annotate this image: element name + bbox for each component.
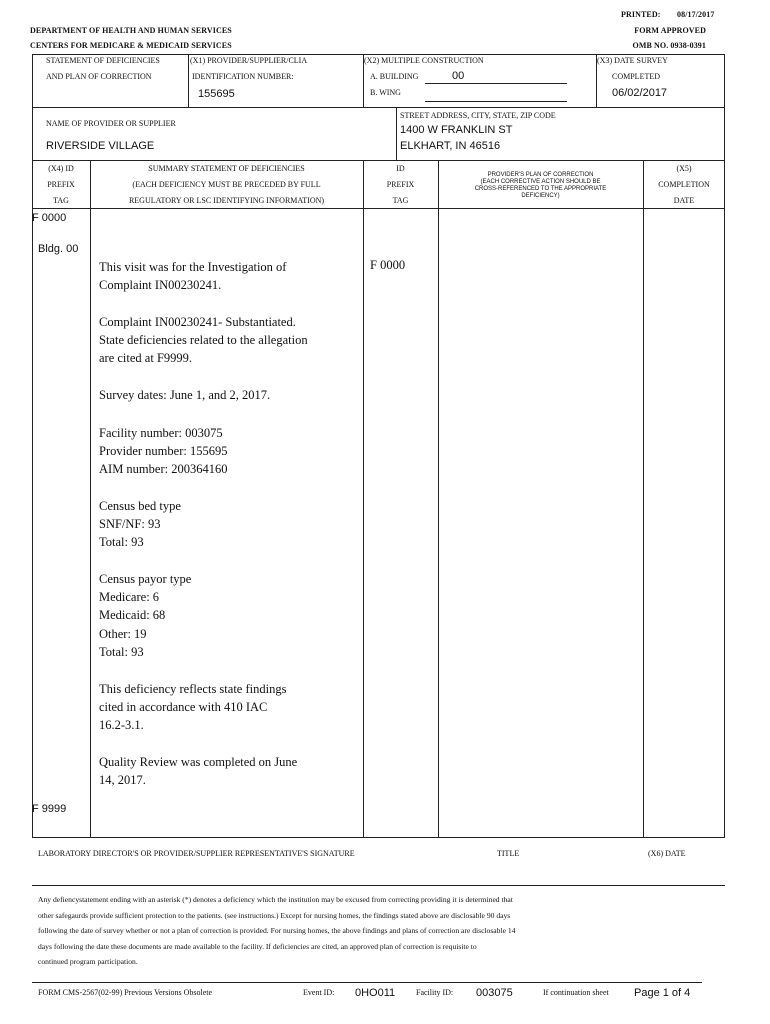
x3-label-2: COMPLETED xyxy=(612,72,660,81)
building-tag: Bldg. 00 xyxy=(38,243,79,255)
centers-title: CENTERS FOR MEDICARE & MEDICAID SERVICES xyxy=(30,41,232,50)
paragraph-complaint: Complaint IN00230241- Substantiated. State deficiencies related to the allegation are cited at F9999. xyxy=(99,315,308,366)
tag-f0000-left: F 0000 xyxy=(32,212,67,224)
summary-header-2: (EACH DEFICIENCY MUST BE PRECEDED BY FULL xyxy=(132,180,321,189)
x4-header-1: (X4) ID xyxy=(48,164,74,173)
printed-date: 08/17/2017 xyxy=(677,10,715,19)
tag-f0000-right: F 0000 xyxy=(370,258,406,272)
footnote-line-1: Any defiencystatement ending with an asterisk (*) denotes a deficiency which the institution may be excused from correcting providing it is determined that xyxy=(38,895,513,904)
building-label: A. BUILDING xyxy=(370,72,419,81)
page-number: Page 1 of 4 xyxy=(634,987,691,999)
paragraph-state-findings: This deficiency reflects state findings cited in accordance with 410 IAC 16.2-3.1. xyxy=(99,682,287,733)
statement-label-1: STATEMENT OF DEFICIENCIES xyxy=(46,56,160,65)
id-header-3: TAG xyxy=(392,196,409,205)
address-label: STREET ADDRESS, CITY, STATE, ZIP CODE xyxy=(400,111,556,120)
paragraph-quality-review: Quality Review was completed on June 14, 2017. xyxy=(99,755,298,788)
event-id-value: 0HO011 xyxy=(355,987,396,999)
title-label: TITLE xyxy=(497,849,520,858)
wing-label: B. WING xyxy=(370,88,401,97)
footnote-line-5: continued program participation. xyxy=(38,957,138,966)
provider-name-label: NAME OF PROVIDER OR SUPPLIER xyxy=(46,119,176,128)
continuation-label: If continuation sheet xyxy=(543,988,609,997)
x4-header-2: PREFIX xyxy=(47,180,75,189)
paragraph-bed-type: Census bed type SNF/NF: 93 Total: 93 xyxy=(99,499,181,550)
x5-header-3: DATE xyxy=(673,196,695,205)
omb-number: OMB NO. 0938-0391 xyxy=(632,41,706,50)
event-id-label: Event ID: xyxy=(303,988,335,997)
x1-label-1: (X1) PROVIDER/SUPPLIER/CLIA xyxy=(190,56,308,65)
form-approved: FORM APPROVED xyxy=(634,26,706,35)
address-line-1: 1400 W FRANKLIN ST xyxy=(400,124,513,136)
summary-header-1: SUMMARY STATEMENT OF DEFICIENCIES xyxy=(148,164,305,173)
id-header-2: PREFIX xyxy=(386,180,415,189)
paragraph-survey-dates: Survey dates: June 1, and 2, 2017. xyxy=(99,388,271,402)
provider-name-value: RIVERSIDE VILLAGE xyxy=(46,140,155,152)
plan-header-2: (EACH CORRECTIVE ACTION SHOULD BE xyxy=(480,179,601,185)
paragraph-payor-type: Census payor type Medicare: 6 Medicaid: 68 Other: 19 Total: 93 xyxy=(99,572,192,659)
x3-label-1: (X3) DATE SURVEY xyxy=(597,56,668,65)
footnote-line-2: other safegaurds provide sufficient protection to the patients. (see instructions.) Except for nursing homes, the findings stated above are disclosable 90 days xyxy=(38,910,511,920)
id-header-1: ID xyxy=(396,164,405,173)
facility-id-label: Facility ID: xyxy=(416,988,454,997)
footnote-line-4: days following the date these documents are made available to the facility. If deficiencies are cited, an approved plan of correction is requisite to xyxy=(38,941,477,951)
address-line-2: ELKHART, IN 46516 xyxy=(400,140,501,152)
x2-label: (X2) MULTIPLE CONSTRUCTION xyxy=(364,56,484,65)
paragraph-facility: Facility number: 003075 Provider number: 155695 AIM number: 200364160 xyxy=(99,426,228,477)
x5-header-2: COMPLETION xyxy=(658,180,710,189)
department-title: DEPARTMENT OF HEALTH AND HUMAN SERVICES xyxy=(30,26,232,35)
footnote-line-3: following the date of survey whether or not a plan of correction is provided. For nursing homes, the above findings and plans of correction are disclosable 14 xyxy=(38,926,516,935)
paragraph-visit: This visit was for the Investigation of Complaint IN00230241. xyxy=(99,260,287,293)
x1-label-2: IDENTIFICATION NUMBER: xyxy=(192,72,294,81)
form-number: FORM CMS-2567(02-99) Previous Versions Obsolete xyxy=(38,988,213,997)
x6-date-label: (X6) DATE xyxy=(648,849,686,858)
statement-label-2: AND PLAN OF CORRECTION xyxy=(46,72,152,81)
signature-label: LABORATORY DIRECTOR'S OR PROVIDER/SUPPLIER REPRESENTATIVE'S SIGNATURE xyxy=(38,849,355,858)
tag-f9999: F 9999 xyxy=(32,803,67,815)
plan-header-3: CROSS-REFERENCED TO THE APPROPRIATE xyxy=(474,186,607,192)
footnote xyxy=(38,892,718,970)
provider-id-value: 155695 xyxy=(198,88,235,100)
printed-label: PRINTED: xyxy=(621,10,661,19)
plan-header-1: PROVIDER'S PLAN OF CORRECTION xyxy=(487,172,594,178)
x5-header-1: (X5) xyxy=(676,164,692,173)
facility-id-value: 003075 xyxy=(476,987,513,999)
building-value: 00 xyxy=(452,70,465,82)
plan-header-4: DEFICIENCY) xyxy=(521,193,560,199)
survey-date-value: 06/02/2017 xyxy=(612,87,668,99)
x4-header-3: TAG xyxy=(53,196,69,205)
summary-header-3: REGULATORY OR LSC IDENTIFYING INFORMATION) xyxy=(128,196,325,205)
